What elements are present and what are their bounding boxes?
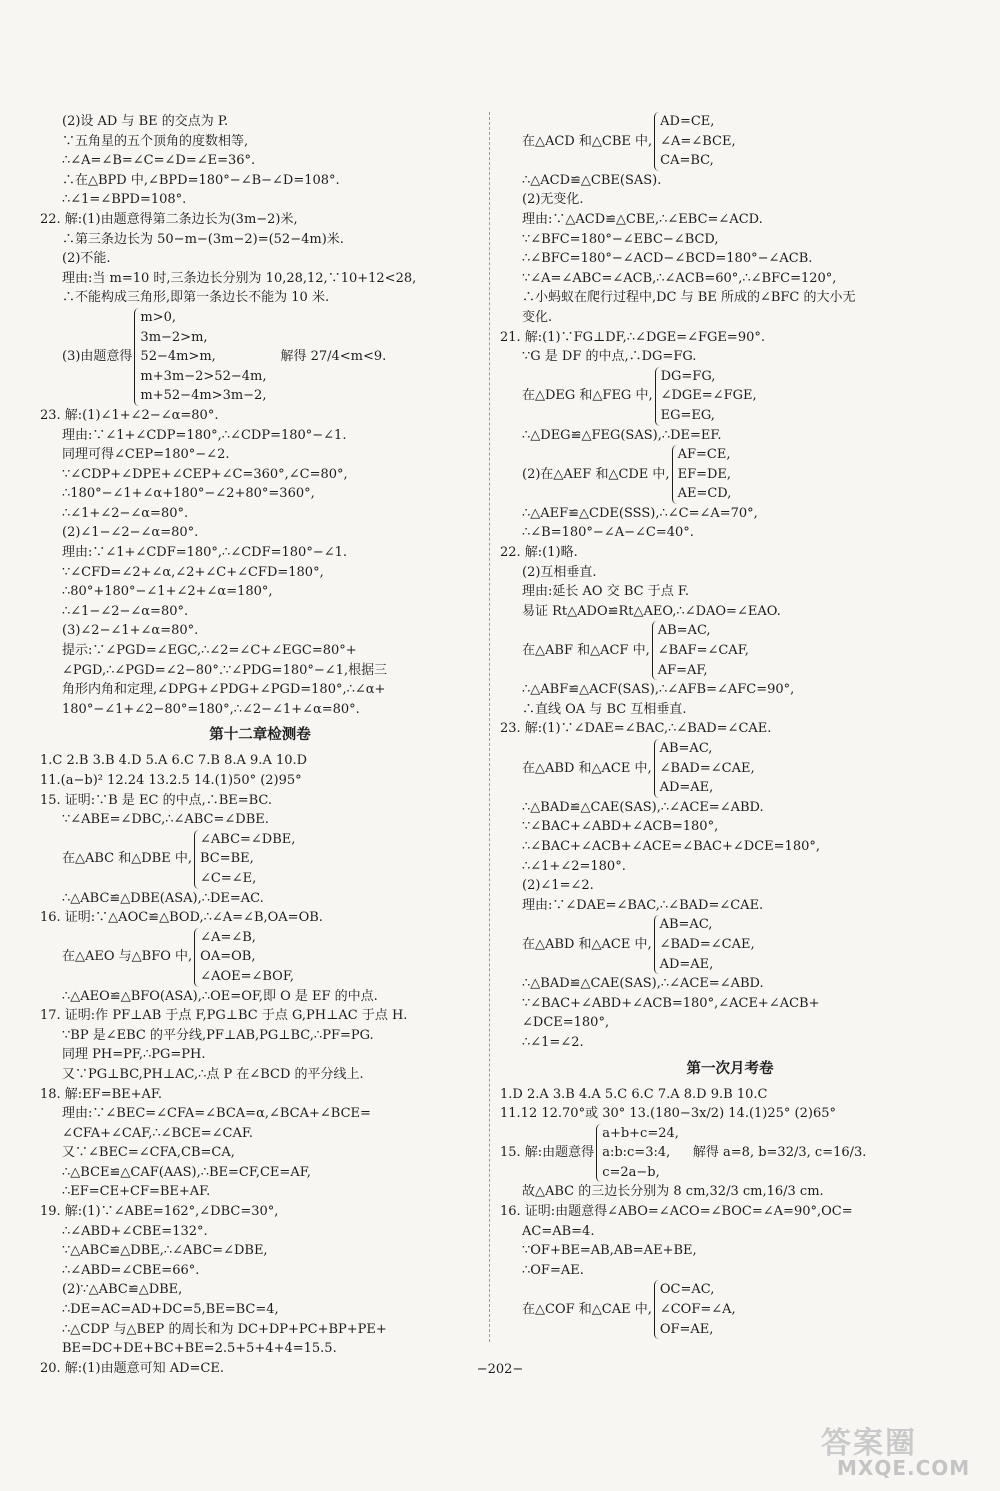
watermark-text: 答案圈 (821, 1426, 917, 1461)
system-prefix: 在△COF 和△CAE 中, (522, 1302, 652, 1318)
system-prefix: (2)在△AEF 和△CDE 中, (522, 466, 670, 482)
text-line: ∴△ACD≌△CBE(SAS). (522, 172, 662, 188)
text-line: ∴∠B=180°−∠A−∠C=40°. (522, 525, 694, 541)
text-line: ∠CFA+∠CAF,∴∠BCE=∠CAF. (62, 1125, 254, 1141)
system-item: AB=AC, (659, 917, 713, 933)
system-item: EG=EG, (660, 407, 715, 423)
system-item: AD=AE, (659, 780, 714, 796)
text-line: ∠DCE=180°, (522, 1015, 610, 1031)
system-prefix: 在△ACD 和△CBE 中, (522, 133, 653, 149)
system-item: ∠A=∠B, (200, 929, 256, 945)
system-items (661, 367, 757, 426)
text-line: ∴∠A=∠B=∠C=∠D=∠E=36°. (62, 153, 256, 169)
text-line: ∵BP 是∠EBC 的平分线,PF⊥AB,PG⊥BC,∴PF=PG. (62, 1027, 374, 1043)
system-result: 解得 a=8, b=32/3, c=16/3. (692, 1145, 867, 1161)
system-item: 3m−2>m, (140, 329, 208, 345)
text-line: ∴∠1+∠2=180°. (522, 858, 626, 874)
text-line: 18. 解:EF=BE+AF. (40, 1086, 163, 1102)
system-prefix: 15. 解:由题意得 (500, 1145, 595, 1161)
text-line: ∵G 是 DF 的中点,∴DG=FG. (522, 349, 697, 365)
brace (194, 928, 199, 987)
system-prefix: 在△AEO 与△BFO 中, (62, 949, 193, 965)
equation-system (500, 1124, 960, 1183)
equation-system (500, 367, 960, 426)
system-item: OA=OB, (200, 949, 256, 965)
system-prefix: 在△ABC 和△DBE 中, (62, 851, 192, 867)
system-items (660, 112, 735, 171)
system-item: AF=AF, (657, 662, 708, 678)
system-items (658, 621, 749, 680)
section-title: 第十二章检测卷 (209, 727, 311, 744)
text-line: ∴80°+180°−∠1+∠2+∠α=180°, (62, 584, 273, 600)
text-line: 16. 证明:由题意得∠ABO=∠ACO=∠BOC=∠A=90°,OC= (500, 1204, 853, 1220)
text-line: ∴△ABC≌△DBE(ASA),∴DE=AC. (62, 890, 264, 906)
system-item: ∠AOE=∠BOF, (200, 968, 294, 984)
brace (194, 830, 199, 889)
system-item: AD=CE, (660, 114, 715, 129)
text-line: 易证 Rt△ADO≌Rt△AEO,∴∠DAO=∠EAO. (522, 603, 781, 619)
text-line: ∵OF+BE=AB,AB=AE+BE, (522, 1243, 697, 1259)
brace (596, 1124, 601, 1183)
text-line: ∴△CDP 与△BEP 的周长和为 DC+DP+PC+BP+PE+ (62, 1321, 387, 1337)
brace (654, 112, 659, 171)
system-items (660, 915, 755, 974)
text-line: 23. 解:(1)∠1+∠2−∠α=80°. (40, 407, 219, 423)
text-line: ∴△BAD≌△CAE(SAS),∴∠ACE=∠ABD. (522, 799, 764, 815)
watermark-logo (815, 1418, 985, 1480)
text-line: ∴△DEG≌△FEG(SAS),∴DE=EF. (522, 427, 722, 443)
brace (654, 1280, 659, 1339)
system-item: AB=AC, (657, 623, 711, 639)
brace (655, 367, 660, 426)
text-line: ∴180°−∠1+∠α+180°−∠2+80°=360°, (62, 486, 315, 502)
text-line: ∴△BCE≌△CAF(AAS),∴BE=CF,CE=AF, (62, 1164, 311, 1180)
text-line: (2)无变化. (522, 192, 584, 208)
system-items (200, 928, 294, 987)
text-line: 21. 解:(1)∵FG⊥DF,∴∠DGE=∠FGE=90°. (500, 329, 765, 345)
text-line: ∴直线 OA 与 BC 互相垂直. (522, 701, 687, 717)
text-line: 180°−∠1+∠2−80°=180°,∴∠2−∠1+∠α=80°. (62, 701, 360, 717)
system-item: m+3m−2>52−4m, (140, 368, 267, 384)
text-line: 理由:∵∠DAE=∠BAC,∴∠BAD=∠CAE. (522, 897, 764, 913)
brace (134, 308, 139, 406)
system-items (140, 308, 266, 406)
system-item: AD=AE, (659, 956, 714, 972)
text-line: ∵∠ABE=∠DBC,∴∠ABC=∠DBE. (62, 812, 269, 828)
text-line: ∵∠BFC=180°−∠EBC−∠BCD, (522, 231, 719, 247)
text-line: (2)设 AD 与 BE 的交点为 P. (62, 114, 229, 129)
text-line: (2)∵△ABC≌△DBE, (62, 1282, 183, 1298)
text-line: 1.C 2.B 3.B 4.D 5.A 6.C 7.B 8.A 9.A 10.D (40, 753, 308, 769)
equation-system (40, 830, 480, 889)
text-line: ∴△AEF≌△CDE(SSS),∴∠C=∠A=70°, (522, 505, 758, 521)
text-line: ∴∠BAC+∠ACB+∠ACE=∠BAC+∠DCE=180°, (522, 838, 820, 854)
watermark-url: MXQE.COM (837, 1456, 971, 1480)
system-item: ∠A=∠BCE, (660, 133, 736, 149)
system-item: m>0, (140, 309, 177, 325)
text-line: 理由:延长 AO 交 BC 于点 F. (522, 584, 689, 600)
system-item: c=2a−b, (602, 1164, 660, 1180)
text-line: 19. 解:(1)∵∠ABE=162°,∠DBC=30°, (40, 1204, 279, 1220)
system-item: 52−4m>m, (140, 349, 216, 365)
equation-system (500, 445, 960, 504)
text-line: ∴∠1+∠2−∠α=80°. (62, 505, 189, 521)
text-line: 理由:当 m=10 时,三条边长分别为 10,28,12,∵10+12<28, (62, 270, 417, 286)
text-line: ∠PGD,∴∠PGD=∠2−80°.∵∠PDG=180°−∠1,根据三 (62, 662, 388, 678)
text-line: 11.12 12.70°或 30° 13.(180−3x/2) 14.(1)25° (2)65° (500, 1106, 837, 1122)
right-column (500, 112, 960, 1339)
text-line: AC=AB=4. (522, 1223, 595, 1239)
text-line: ∴∠BFC=180°−∠ACD−∠BCD=180°−∠ACB. (522, 251, 813, 267)
text-line: 理由:∵△ACD≌△CBE,∴∠EBC=∠ACD. (522, 211, 763, 227)
system-item: AB=AC, (659, 741, 713, 756)
system-item: ∠COF=∠A, (659, 1302, 736, 1318)
text-line: BE=DC+DE+BC+BE=2.5+5+4+4=15.5. (62, 1341, 337, 1357)
text-line: 20. 解:(1)由题意可知 AD=CE. (40, 1360, 225, 1376)
brace (654, 739, 659, 798)
text-line: 17. 证明:作 PF⊥AB 于点 F,PG⊥BC 于点 G,PH⊥AC 于点 H. (40, 1008, 408, 1024)
text-line: ∴∠1−∠2−∠α=80°. (62, 603, 189, 619)
system-item: BC=BE, (200, 851, 254, 867)
system-items (660, 1280, 736, 1339)
equation-system (40, 308, 480, 406)
text-line: ∴∠1=∠2. (522, 1034, 584, 1050)
system-item: ∠DGE=∠FGE, (660, 388, 757, 404)
text-line: ∵△ABC≌△DBE,∴∠ABC=∠DBE, (62, 1243, 268, 1259)
text-line: ∴OF=AE. (522, 1262, 584, 1278)
system-item: ∠BAF=∠CAF, (657, 643, 749, 659)
text-line: ∴∠1=∠BPD=108°. (62, 192, 187, 208)
system-item: ∠BAD=∠CAE, (659, 936, 755, 952)
system-item: m+52−4m>3m−2, (140, 388, 267, 404)
text-line: ∴∠ABD=∠CBE=66°. (62, 1262, 200, 1278)
system-item: DG=FG, (660, 368, 716, 384)
system-items (200, 830, 295, 889)
brace (652, 621, 657, 680)
system-item: ∠C=∠E, (200, 870, 257, 886)
text-line: 理由:∵∠1+∠CDF=180°,∴∠CDF=180°−∠1. (62, 545, 348, 561)
text-line: (3)∠2−∠1+∠α=80°. (62, 623, 199, 639)
left-column (40, 112, 480, 1378)
column-divider (489, 112, 490, 1342)
text-line: 同理可得∠CEP=180°−∠2. (62, 447, 230, 463)
system-prefix: 在△ABD 和△ACE 中, (522, 760, 652, 776)
text-line: 11.(a−b)² 12.24 13.2.5 14.(1)50° (2)95° (40, 773, 302, 788)
text-line: (2)∠1=∠2. (522, 878, 594, 894)
text-line: ∴EF=CE+CF=BE+AF. (62, 1184, 211, 1200)
system-result: 解得 27/4<m<9. (280, 349, 387, 365)
text-line: 22. 解:(1)由题意得第二条边长为(3m−2)米, (40, 211, 298, 227)
system-item: a+b+c=24, (602, 1125, 679, 1141)
text-line: (2)∠1−∠2−∠α=80°. (62, 525, 199, 541)
text-line: (2)互相垂直. (522, 564, 597, 580)
text-line: 1.D 2.A 3.B 4.A 5.C 6.C 7.A 8.D 9.B 10.C (500, 1086, 768, 1102)
equation-system (500, 739, 960, 798)
text-line: ∴第三条边长为 50−m−(3m−2)=(52−4m)米. (62, 231, 344, 247)
system-item: ∠ABC=∠DBE, (200, 831, 296, 847)
text-line: 22. 解:(1)略. (500, 545, 578, 561)
system-items (602, 1124, 679, 1183)
text-line: 23. 解:(1)∵∠DAE=∠BAC,∴∠BAD=∠CAE. (500, 721, 772, 737)
text-line: 15. 证明:∵B 是 EC 的中点,∴BE=BC. (40, 792, 273, 808)
system-item: OC=AC, (659, 1282, 715, 1298)
equation-system (500, 621, 960, 680)
text-line: ∵∠CDP+∠DPE+∠CEP+∠C=360°,∠C=80°, (62, 466, 348, 482)
text-line: 变化. (522, 309, 553, 325)
brace (654, 915, 659, 974)
system-items (678, 445, 732, 504)
system-item: a:b:c=3:4, (602, 1145, 671, 1161)
text-line: ∵五角星的五个顶角的度数相等, (62, 133, 249, 149)
text-line: 角形内角和定理,∠DPG+∠PDG+∠PGD=180°,∴∠α+ (62, 682, 386, 698)
text-line: 同理 PH=PF,∴PG=PH. (62, 1047, 206, 1063)
text-line: ∴∠ABD+∠CBE=132°. (62, 1223, 208, 1239)
system-prefix: 在△ABD 和△ACE 中, (522, 936, 652, 952)
system-prefix: 在△ABF 和△ACF 中, (522, 643, 650, 659)
equation-system (500, 915, 960, 974)
system-item: EF=DE, (677, 466, 732, 482)
system-prefix: (3)由题意得 (62, 349, 133, 365)
text-line: ∴在△BPD 中,∠BPD=180°−∠B−∠D=108°. (62, 172, 340, 188)
text-line: (2)不能. (62, 251, 111, 267)
system-item: CA=BC, (660, 153, 714, 169)
brace (672, 445, 677, 504)
system-item: OF=AE, (659, 1321, 714, 1337)
system-item: AF=CE, (677, 447, 731, 463)
system-item: AE=CD, (677, 486, 732, 502)
text-line: ∴不能构成三角形,即第一条边长不能为 10 米. (62, 290, 330, 306)
equation-system (500, 1280, 960, 1339)
system-item: ∠BAD=∠CAE, (659, 760, 755, 776)
text-line: 又∵PG⊥BC,PH⊥AC,∴点 P 在∠BCD 的平分线上. (62, 1066, 364, 1082)
equation-system (500, 112, 960, 171)
text-line: 16. 证明:∵△AOC≌△BOD,∴∠A=∠B,OA=OB. (40, 910, 323, 926)
text-line: ∴△BAD≌△CAE(SAS),∴∠ACE=∠ABD. (522, 976, 764, 992)
text-line: ∴△ABF≌△ACF(SAS),∴∠AFB=∠AFC=90°, (522, 682, 795, 698)
text-line: 又∵∠BEC=∠CFA,CB=CA, (62, 1145, 235, 1161)
equation-system (40, 928, 480, 987)
text-line: 理由:∵∠1+∠CDP=180°,∴∠CDP=180°−∠1. (62, 427, 347, 443)
text-line: ∴小蚂蚁在爬行过程中,DC 与 BE 所成的∠BFC 的大小无 (522, 290, 856, 306)
text-line: 故△ABC 的三边长分别为 8 cm,32/3 cm,16/3 cm. (522, 1184, 824, 1200)
text-line: ∵∠BAC+∠ABD+∠ACB=180°,∠ACE+∠ACB+ (522, 995, 820, 1011)
text-line: ∴△AEO≌△BFO(ASA),∴OE=OF,即 O 是 EF 的中点. (62, 988, 378, 1004)
text-line: ∵∠CFD=∠2+∠α,∠2+∠C+∠CFD=180°, (62, 564, 324, 580)
text-line: ∵∠BAC+∠ABD+∠ACB=180°, (522, 819, 719, 835)
text-line: 提示:∵∠PGD=∠EGC,∴∠2=∠C+∠EGC=80°+ (62, 643, 357, 659)
text-line: ∵∠A=∠ABC=∠ACB,∴∠ACB=60°,∴∠BFC=120°, (522, 270, 837, 286)
page-number: −202− (476, 1362, 524, 1377)
section-title: 第一次月考卷 (686, 1060, 774, 1077)
text-line: 理由:∵∠BEC=∠CFA=∠BCA=α,∠BCA+∠BCE= (62, 1106, 371, 1122)
system-items (660, 739, 755, 798)
system-prefix: 在△DEG 和△FEG 中, (522, 388, 653, 404)
text-line: ∴DE=AC=AD+DC=5,BE=BC=4, (62, 1302, 279, 1318)
